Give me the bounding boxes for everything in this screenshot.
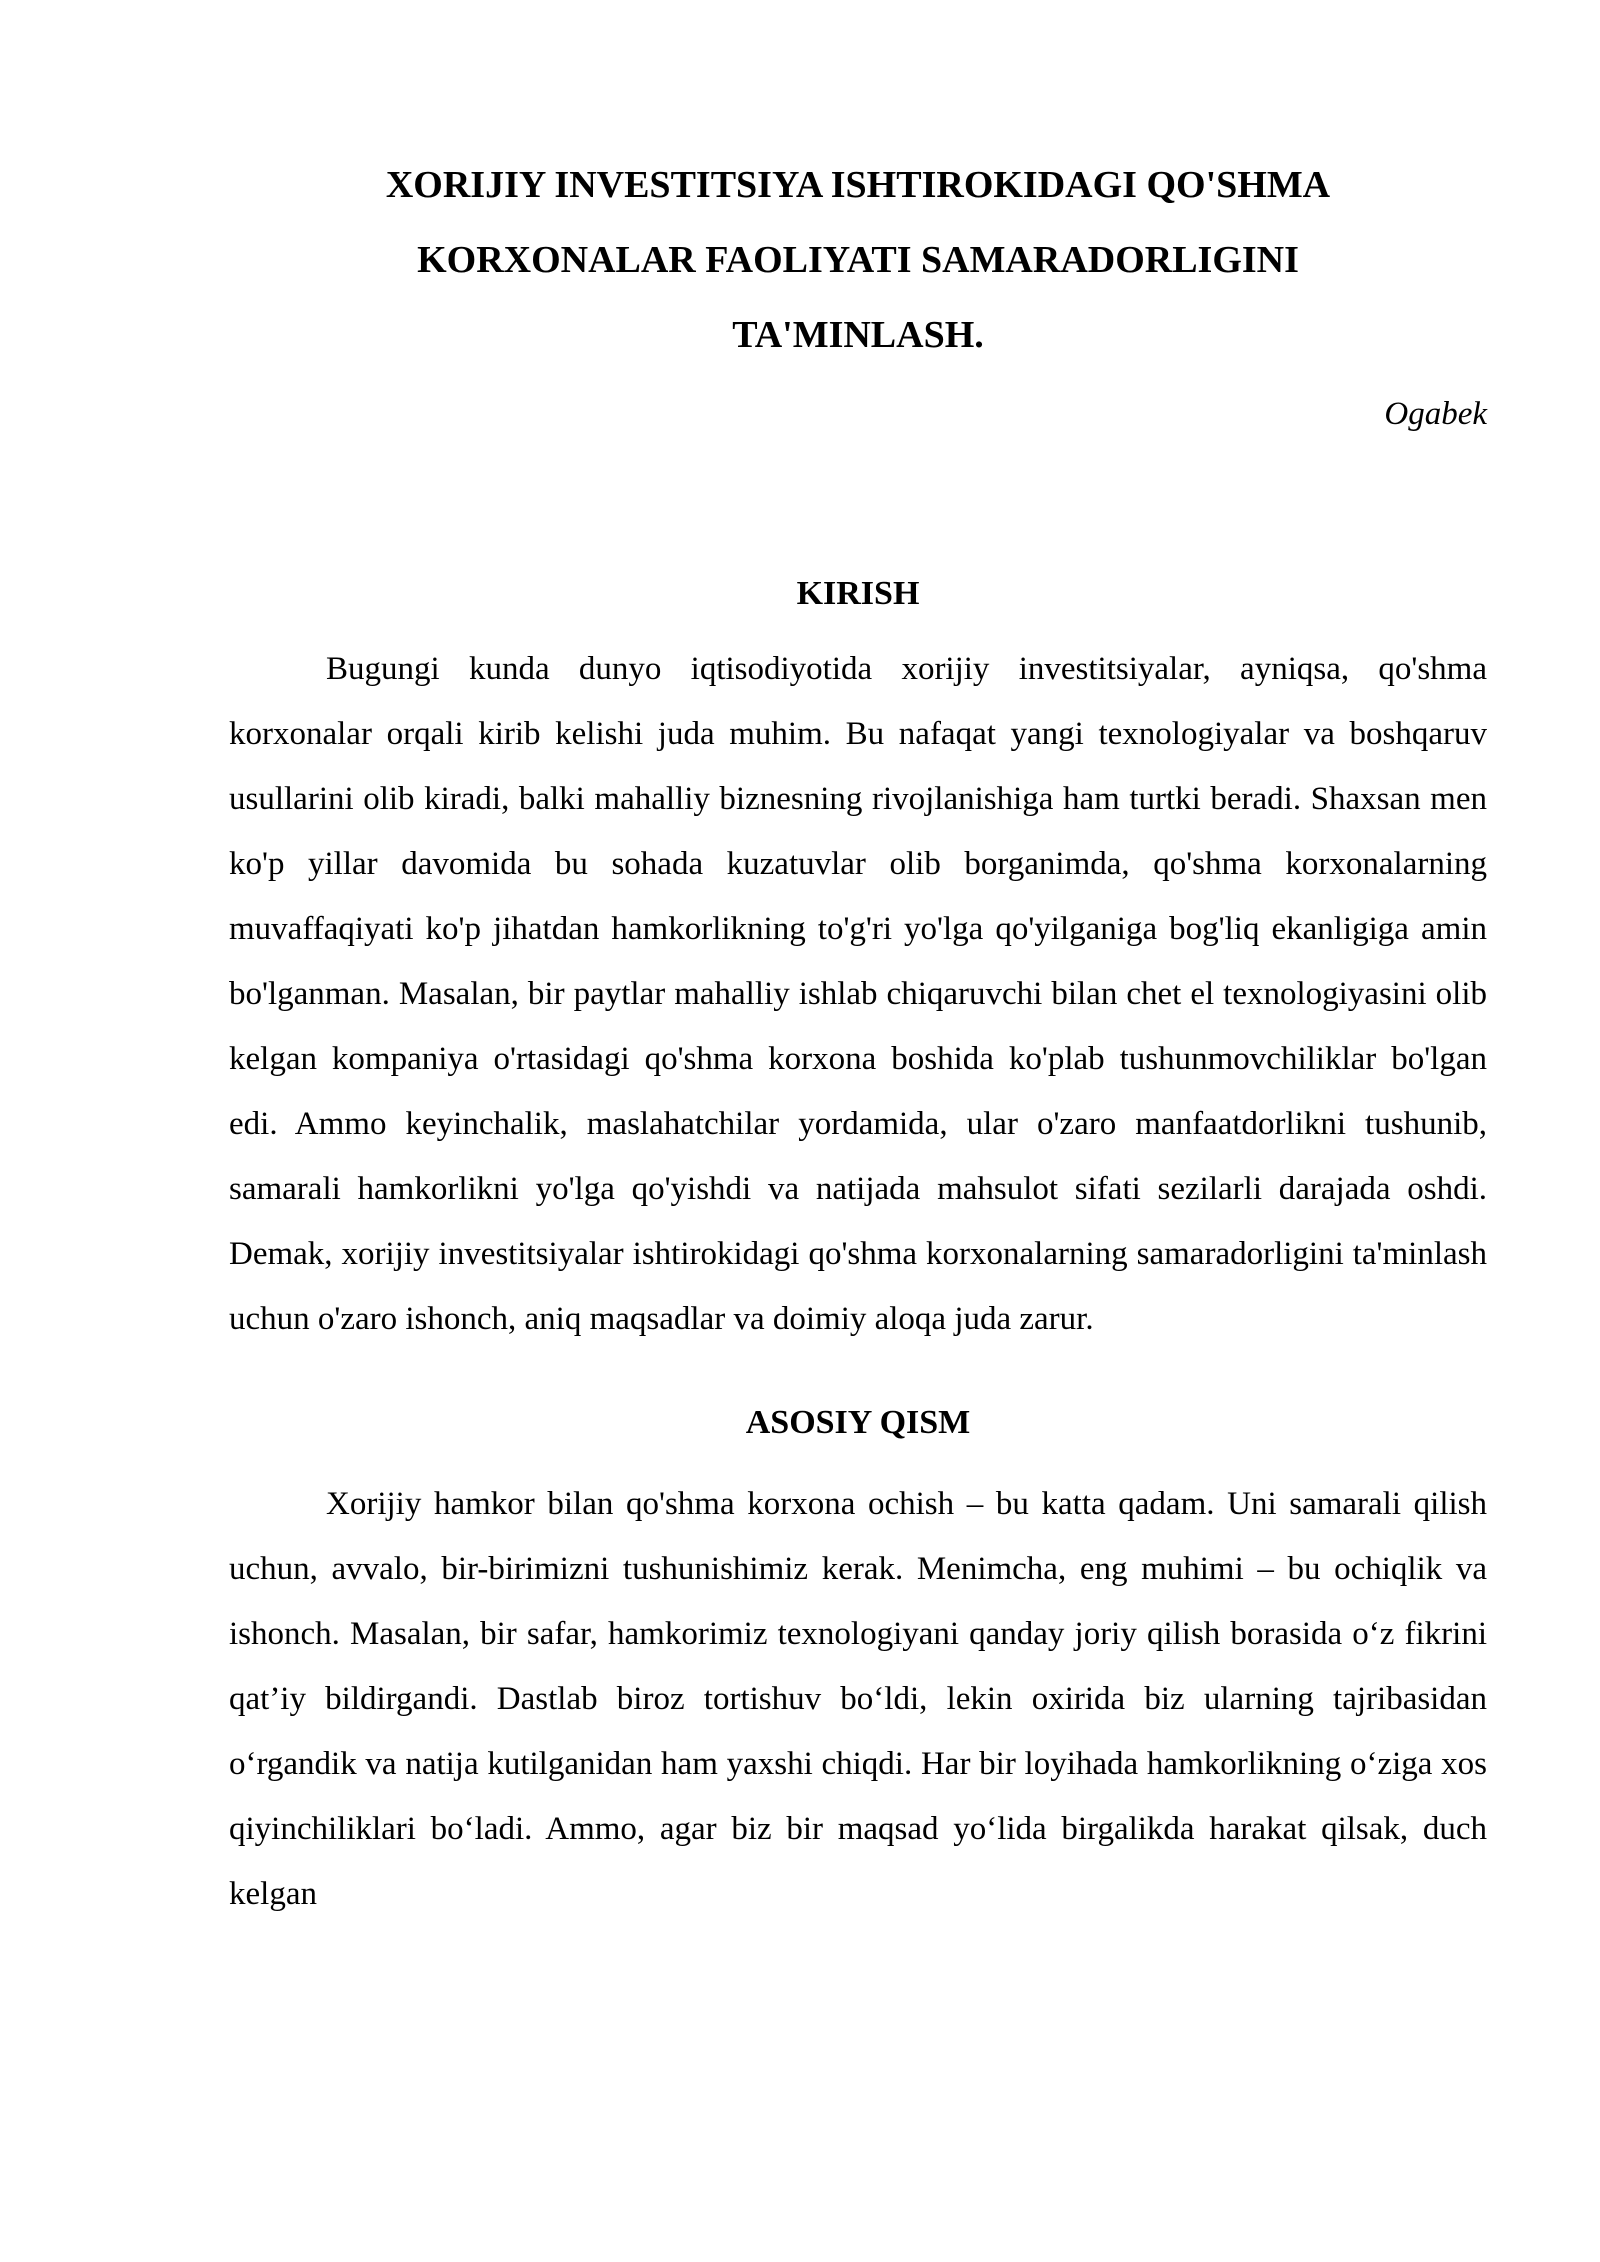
section-heading-asosiy-qism: ASOSIY QISM	[745, 1404, 971, 1441]
title-line-2: KORXONALAR FAOLIYATI SAMARADORLIGINI	[417, 239, 1299, 281]
section-paragraph-kirish: Bugungi kunda dunyo iqtisodiyotida xorijiy investitsiyalar, ayniqsa, qo'shma korxonalar orqali kirib kelishi juda muhim. Bu nafaqat yangi texnologiyalar va boshqaruv usullarini olib kiradi, balki mahalliy biznesning rivojlanishiga ham turtki beradi. Shaxsan men ko'p yillar davomida bu sohada kuzatuvlar olib borganimda, qo'shma korxonalarning muvaffaqiyati ko'p jihatdan hamkorlikning to'g'ri yo'lga qo'yilganiga bog'liq ekanligiga amin bo'lganman. Masalan, bir paytlar mahalliy ishlab chiqaruvchi bilan chet el texnologiyasini olib kelgan kompaniya o'rtasidagi qo'shma korxona boshida ko'plab tushunmovchiliklar bo'lgan edi. Ammo keyinchalik, maslahatchilar yordamida, ular o'zaro manfaatdorlikni tushunib, samarali hamkorlikni yo'lga qo'yishdi va natijada mahsulot sifati sezilarli darajada oshdi. Demak, xorijiy investitsiyalar ishtirokidagi qo'shma korxonalarning samaradorligini ta'minlash uchun o'zaro ishonch, aniq maqsadlar va doimiy aloqa juda zarur.	[229, 651, 1487, 1337]
title-line-1: XORIJIY INVESTITSIYA ISHTIROKIDAGI QO'SHMA	[385, 164, 1331, 206]
author-name: Ogabek	[1384, 396, 1487, 432]
section-paragraph-asosiy-qism: Xorijiy hamkor bilan qo'shma korxona ochish – bu katta qadam. Uni samarali qilish uchun, avvalo, bir-birimizni tushunishimiz kerak. Menimcha, eng muhimi – bu ochiqlik va ishonch. Masalan, bir safar, hamkorimiz texnologiyani qanday joriy qilish borasida o‘z fikrini qat’iy bildirgandi. Dastlab biroz tortishuv bo‘ldi, lekin oxirida biz ularning tajribasidan o‘rgandik va natija kutilganidan ham yaxshi chiqdi. Har bir loyihada hamkorlikning o‘ziga xos qiyinchiliklari bo‘ladi. Ammo, agar biz bir maqsad yo‘lida birgalikda harakat qilsak, duch kelgan	[229, 1486, 1487, 1912]
document-title	[229, 148, 1487, 373]
title-line-3: TA'MINLASH.	[732, 314, 984, 356]
section-heading-kirish: KIRISH	[796, 575, 920, 612]
